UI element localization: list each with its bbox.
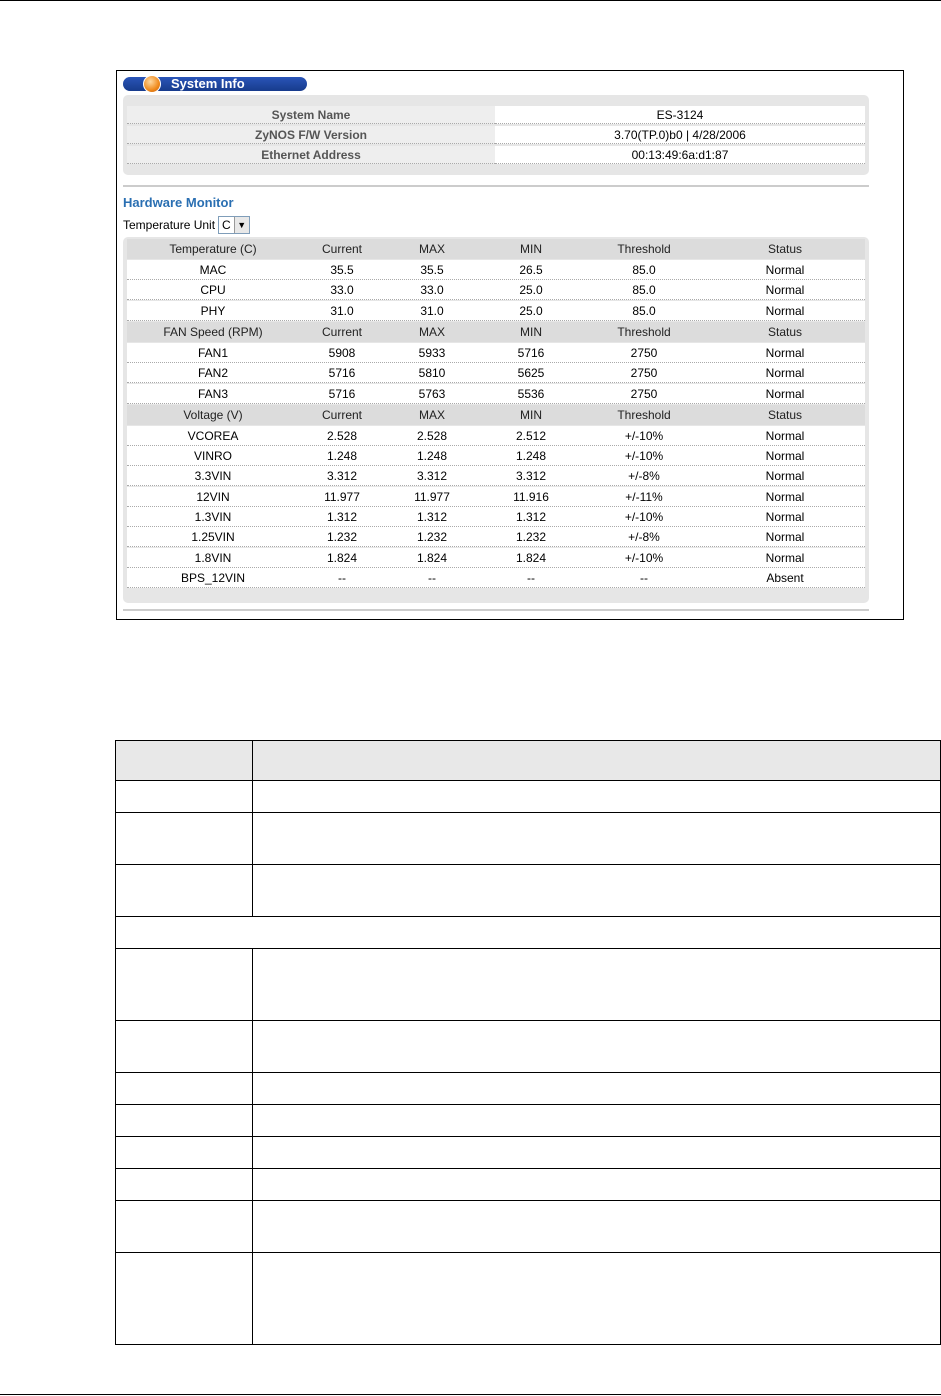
section-header-row (127, 405, 865, 425)
table-row (116, 1201, 941, 1253)
temperature-unit-value: C (222, 218, 231, 232)
status-value: Normal (765, 303, 805, 318)
min-value: 1.232 (515, 530, 547, 545)
table-row (116, 865, 941, 917)
info-value: 3.70(TP.0)b0 | 4/28/2006 (495, 126, 865, 144)
table-row (127, 466, 865, 486)
info-label: ZyNOS F/W Version (127, 126, 495, 144)
table-row (127, 280, 865, 300)
status-column-header: Status (767, 242, 803, 256)
max-value: 33.0 (420, 283, 444, 298)
status-value: Normal (765, 345, 805, 360)
sensor-name: 1.3VIN (194, 510, 232, 524)
description-table (115, 740, 941, 1345)
sensor-name: FAN1 (197, 345, 228, 360)
system-info-title: System Info (171, 76, 245, 91)
info-label: System Name (127, 106, 495, 124)
table-row (116, 1073, 941, 1105)
table-header-row (116, 741, 941, 781)
status-value: Normal (765, 550, 805, 565)
table-row (116, 1021, 941, 1073)
min-value: 1.824 (515, 550, 547, 565)
table-row (116, 1169, 941, 1201)
status-value: Normal (765, 469, 805, 484)
table-row (116, 1105, 941, 1137)
current-value: 1.312 (326, 510, 358, 524)
status-value: Normal (765, 530, 805, 545)
info-value: 00:13:49:6a:d1:87 (495, 146, 865, 164)
section-divider (123, 185, 869, 187)
min-value: 26.5 (519, 263, 543, 277)
hardware-monitor-title: Hardware Monitor (123, 195, 234, 210)
table-row (116, 917, 941, 949)
min-value: 2.512 (515, 428, 547, 443)
min-value: 25.0 (519, 283, 543, 298)
sensor-name: FAN3 (197, 386, 228, 401)
max-value: 1.312 (416, 510, 448, 524)
max-value: 5763 (418, 386, 446, 401)
min-value: 25.0 (519, 303, 543, 318)
table-row (127, 507, 865, 527)
threshold-value: 2750 (630, 386, 658, 401)
status-column-header: Status (767, 324, 803, 339)
info-row-firmware-version (127, 126, 865, 144)
max-value: 5810 (418, 366, 446, 381)
threshold-value: +/-10% (624, 510, 664, 524)
table-row (127, 260, 865, 280)
threshold-value: +/-8% (628, 530, 660, 545)
min-value: 11.916 (513, 489, 549, 504)
page-bottom-rule (0, 1394, 941, 1395)
current-value: 3.312 (326, 469, 358, 484)
min-value: 1.312 (515, 510, 547, 524)
page-top-rule (0, 0, 941, 1)
table-row (127, 301, 865, 321)
table-row (116, 949, 941, 1021)
threshold-value: 2750 (630, 345, 658, 360)
max-value: 35.5 (420, 263, 444, 277)
max-value: 1.232 (416, 530, 448, 545)
current-value: 5716 (328, 366, 356, 381)
table-row (116, 813, 941, 865)
min-column-header: MIN (520, 324, 542, 339)
section-header-row (127, 322, 865, 342)
sensor-name: 1.25VIN (191, 530, 235, 545)
temperature-unit-select[interactable] (218, 216, 250, 234)
section-divider (123, 609, 869, 611)
chevron-down-icon[interactable]: ▼ (234, 217, 249, 233)
current-value: 5716 (328, 386, 356, 401)
system-info-title-bar (123, 77, 307, 91)
max-value: 31.0 (420, 303, 444, 318)
status-value: Normal (765, 428, 805, 443)
current-value: 31.0 (330, 303, 354, 318)
status-value: Normal (765, 283, 805, 298)
threshold-column-header: Threshold (617, 242, 671, 256)
sensor-name: 1.8VIN (194, 550, 232, 565)
sensor-name: VCOREA (187, 428, 239, 443)
min-value: 1.248 (515, 449, 547, 464)
max-value: 3.312 (416, 469, 448, 484)
max-column-header: MAX (418, 324, 445, 339)
current-value: -- (338, 570, 346, 585)
current-value: 35.5 (330, 263, 354, 277)
max-value: 2.528 (416, 428, 448, 443)
temperature-unit-control (123, 215, 250, 235)
table-row (127, 527, 865, 547)
status-value: Normal (765, 366, 805, 381)
threshold-value: 85.0 (632, 303, 656, 318)
table-row (127, 384, 865, 404)
table-row (116, 1137, 941, 1169)
threshold-value: 85.0 (632, 263, 656, 277)
info-value: ES-3124 (495, 106, 865, 124)
min-value: 3.312 (515, 469, 547, 484)
current-value: 1.232 (326, 530, 358, 545)
threshold-value: +/-10% (624, 428, 664, 443)
table-row (127, 548, 865, 568)
orb-icon (143, 75, 161, 93)
table-row (127, 568, 865, 588)
current-value: 2.528 (326, 428, 358, 443)
threshold-value: 2750 (630, 366, 658, 381)
min-column-header: MIN (520, 407, 542, 422)
sensor-column-header: Voltage (V) (183, 407, 243, 422)
min-value: 5625 (517, 366, 545, 381)
table-row (127, 426, 865, 446)
current-value: 5908 (328, 345, 356, 360)
max-column-header: MAX (418, 242, 445, 256)
threshold-value: +/-8% (628, 469, 660, 484)
current-value: 1.824 (326, 550, 358, 565)
current-column-header: Current (321, 407, 362, 422)
sensor-name: MAC (199, 263, 227, 277)
table-row (127, 363, 865, 383)
current-column-header: Current (321, 324, 362, 339)
sensor-name: CPU (200, 283, 226, 298)
min-value: 5536 (517, 386, 545, 401)
sensor-name: 3.3VIN (194, 469, 232, 484)
table-row (116, 781, 941, 813)
max-value: 11.977 (414, 489, 450, 504)
current-value: 11.977 (324, 489, 360, 504)
status-value: Normal (765, 263, 805, 277)
max-value: -- (428, 570, 436, 585)
status-column-header: Status (767, 407, 803, 422)
sensor-name: BPS_12VIN (180, 570, 246, 585)
threshold-value: 85.0 (632, 283, 656, 298)
status-value: Normal (765, 510, 805, 524)
threshold-column-header: Threshold (617, 324, 671, 339)
table-row (127, 446, 865, 466)
max-value: 1.248 (416, 449, 448, 464)
status-value: Absent (766, 570, 804, 585)
temperature-unit-label: Temperature Unit (123, 218, 216, 232)
threshold-value: +/-10% (624, 449, 664, 464)
sensor-name: VINRO (193, 449, 232, 464)
current-value: 33.0 (330, 283, 354, 298)
max-value: 1.824 (416, 550, 448, 565)
sensor-column-header: Temperature (C) (169, 242, 257, 256)
sensor-column-header: FAN Speed (RPM) (163, 324, 263, 339)
section-header-row (127, 239, 865, 259)
min-column-header: MIN (520, 242, 542, 256)
current-value: 1.248 (326, 449, 358, 464)
current-column-header: Current (321, 242, 362, 256)
threshold-column-header: Threshold (617, 407, 671, 422)
max-value: 5933 (418, 345, 446, 360)
info-label: Ethernet Address (127, 146, 495, 164)
min-value: -- (527, 570, 535, 585)
sensor-name: FAN2 (197, 366, 228, 381)
threshold-value: +/-11% (625, 489, 663, 504)
status-value: Normal (765, 386, 805, 401)
table-row (127, 487, 865, 507)
sensor-name: 12VIN (196, 489, 230, 504)
threshold-value: -- (640, 570, 648, 585)
table-row (116, 1253, 941, 1345)
hardware-monitor-table (123, 237, 869, 603)
threshold-value: +/-10% (624, 550, 664, 565)
sensor-name: PHY (200, 303, 226, 318)
max-column-header: MAX (418, 407, 445, 422)
info-row-ethernet-address (127, 146, 865, 164)
system-info-panel (123, 95, 869, 175)
info-row-system-name (127, 106, 865, 124)
status-value: Normal (765, 449, 805, 464)
status-value: Normal (765, 489, 805, 504)
table-row (127, 343, 865, 363)
min-value: 5716 (517, 345, 545, 360)
system-info-screenshot (116, 70, 904, 620)
